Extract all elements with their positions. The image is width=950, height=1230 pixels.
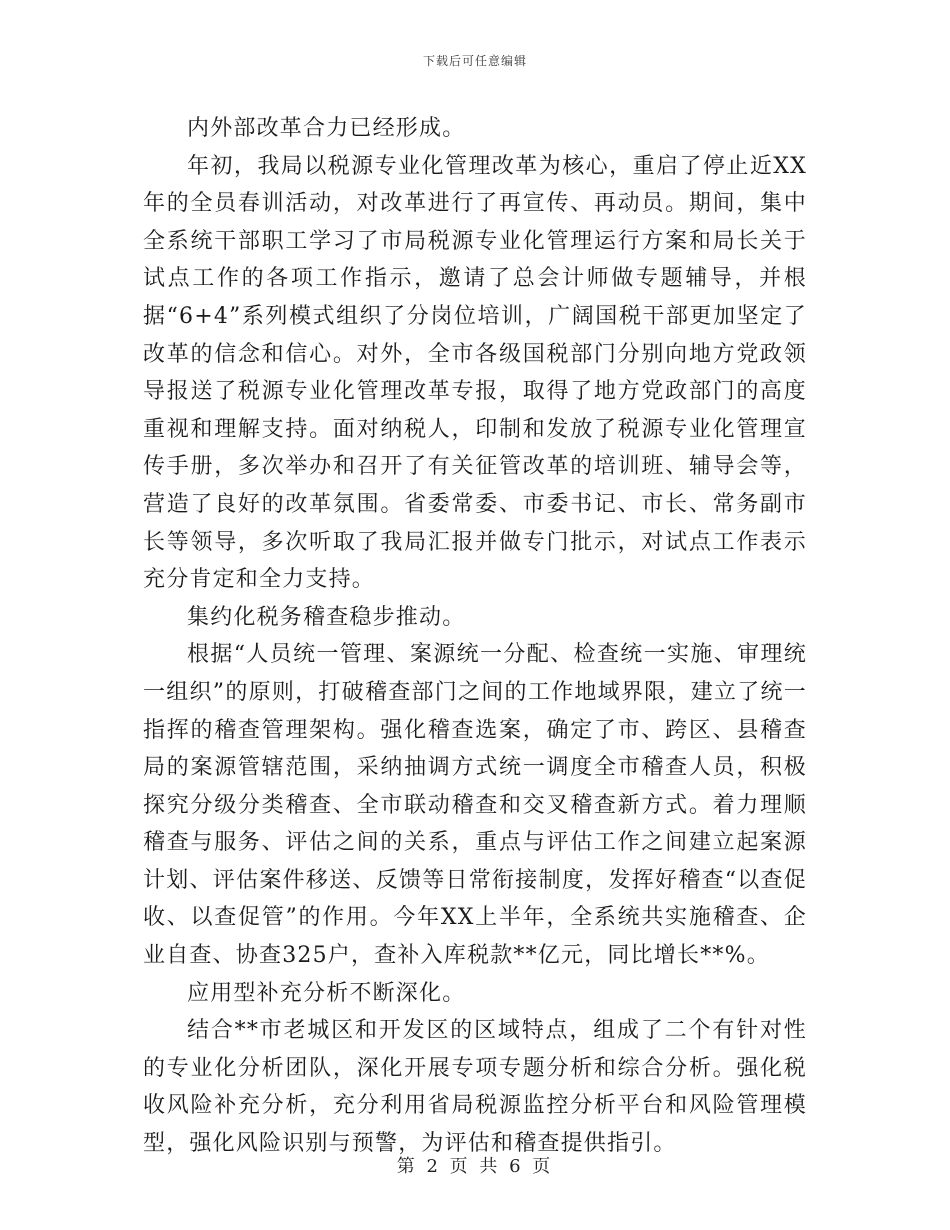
paragraph-heading-analysis: 应用型补充分析不断深化。	[187, 980, 466, 1006]
paragraph-inspection-details: 根据“人员统一管理、案源统一分配、检查统一实施、审理统一组织”的原则，打破稽查部门之间的工作地域界限，建立了统一指挥的稽查管理架构。强化稽查选案，确定了市、跨区、县稽查局的案源管辖范围，采纳抽调方式统一调度全市稽查人员，积极探究分级分类稽查、全市联动稽查和交叉稽查新方式。着力理顺稽查与服务、评估之间的关系，重点与评估工作之间建立起案源计划、评估案件移送、反馈等日常衔接制度，发挥好稽查“以查促收、以查促管”的作用。今年XX上半年，全系统共实施稽查、企业自查、协查325户，查补入库税款**亿元，同比增长**%。	[143, 642, 807, 969]
paragraph-heading-tax-inspection: 集约化税务稽查稳步推动。	[187, 604, 466, 630]
page-number: 第 2 页 共 6 页	[396, 1156, 554, 1177]
page-header-note: 下载后可任意编辑	[422, 54, 527, 68]
document-body	[143, 110, 807, 1163]
paragraph-analysis-details: 结合**市老城区和开发区的区域特点，组成了二个有针对性的专业化分析团队，深化开展专项专题分析和综合分析。强化税收风险补充分析，充分利用省局税源监控分析平台和风险管理模型，强化风险识别与预警，为评估和稽查提供指引。	[143, 1018, 807, 1157]
paragraph-heading-reform-synergy: 内外部改革合力已经形成。	[187, 116, 466, 141]
paragraph-spring-training: 年初，我局以税源专业化管理改革为核心，重启了停止近XX年的全员春训活动，对改革进行了再宣传、再动员。期间，集中全系统干部职工学习了市局税源专业化管理运行方案和局长关于试点工作的各项工作指示，邀请了总会计师做专题辅导，并根据“6+4”系列模式组织了分岗位培训，广阔国税干部更加坚定了改革的信念和信心。对外，全市各级国税部门分别向地方党政领导报送了税源专业化管理改革专报，取得了地方党政部门的高度重视和理解支持。面对纳税人，印制和发放了税源专业化管理宣传手册，多次举办和召开了有关征管改革的培训班、辅导会等，营造了良好的改革氛围。省委常委、市委书记、市长、常务副市长等领导，多次听取了我局汇报并做专门批示，对试点工作表示充分肯定和全力支持。	[143, 153, 807, 593]
